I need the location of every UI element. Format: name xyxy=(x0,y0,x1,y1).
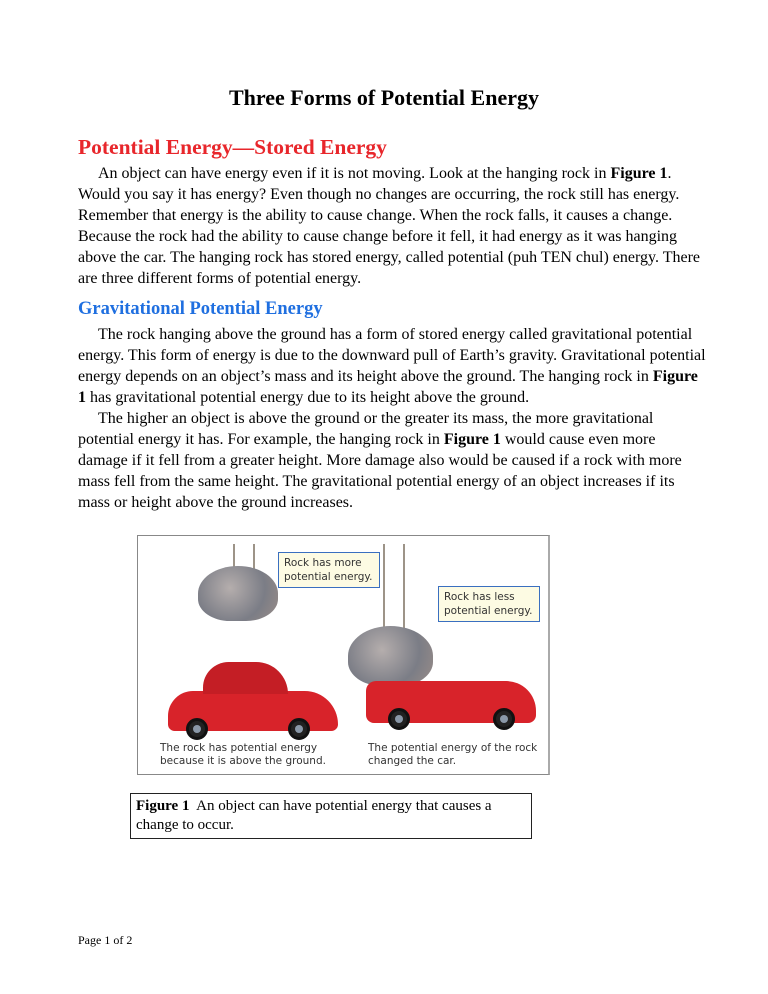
text-run: The rock hanging above the ground has a form of stored energy called gravitational potential energy. This form of energy is due to the downward pull of Earth’s gravity. Gravitational potential energy depends on an object’s mass and its height above the ground. The hanging rock in xyxy=(78,326,706,385)
wheel xyxy=(288,718,310,740)
figure-reference: Figure 1 xyxy=(78,368,698,406)
paragraph xyxy=(78,324,708,408)
page-number: Page 1 of 2 xyxy=(78,933,133,947)
figure-caption-left: The rock has potential energy because it is above the ground. xyxy=(160,742,326,767)
figure-caption-box xyxy=(130,793,532,839)
rope xyxy=(383,544,385,629)
wheel xyxy=(388,708,410,730)
figure-caption: An object can have potential energy that causes a change to occur. xyxy=(136,798,492,833)
figure-reference: Figure 1 xyxy=(443,431,501,448)
callout-more-energy: Rock has more potential energy. xyxy=(278,552,380,588)
section-heading-gravitational: Gravitational Potential Energy xyxy=(78,299,323,319)
text-run: has gravitational potential energy due to its height above the ground. xyxy=(86,389,530,406)
paragraph xyxy=(78,163,708,289)
wheel xyxy=(493,708,515,730)
rock-high xyxy=(198,566,278,621)
figure-image xyxy=(137,535,550,775)
section-body xyxy=(78,163,708,289)
text-run: The higher an object is above the ground or the greater its mass, the more gravitational potential energy it has. For example, the hanging rock in xyxy=(78,410,654,448)
section-body xyxy=(78,324,708,513)
paragraph xyxy=(78,408,708,513)
wheel xyxy=(186,718,208,740)
text-run: . Would you say it has energy? Even though no changes are occurring, the rock still has energy. Remember that energy is the ability to cause change. When the rock falls, it causes a change. Because the rock had the ability to cause change before it fell, it had energy as it was hanging above the car. The hanging rock has stored energy, called potential (puh TEN chul) energy. There are three different forms of potential energy. xyxy=(78,165,701,287)
text-run: An object can have energy even if it is not moving. Look at the hanging rock in xyxy=(98,165,611,182)
text-run: would cause even more damage if it fell from a greater height. More damage also would be caused if a rock with more mass fell from the same height. The gravitational potential energy of an object increases if its mass or height above the ground increases. xyxy=(78,431,682,511)
car-cabin xyxy=(203,662,288,694)
callout-less-energy: Rock has less potential energy. xyxy=(438,586,540,622)
document-content xyxy=(78,84,708,839)
figure-label: Figure 1 xyxy=(136,798,190,814)
section-heading-potential-energy: Potential Energy—Stored Energy xyxy=(78,135,387,159)
rock-low xyxy=(348,626,433,686)
figure-caption-right: The potential energy of the rock changed the car. xyxy=(368,742,538,767)
figure-reference: Figure 1 xyxy=(610,165,668,182)
document-title: Three Forms of Potential Energy xyxy=(229,85,539,110)
rope xyxy=(403,544,405,629)
